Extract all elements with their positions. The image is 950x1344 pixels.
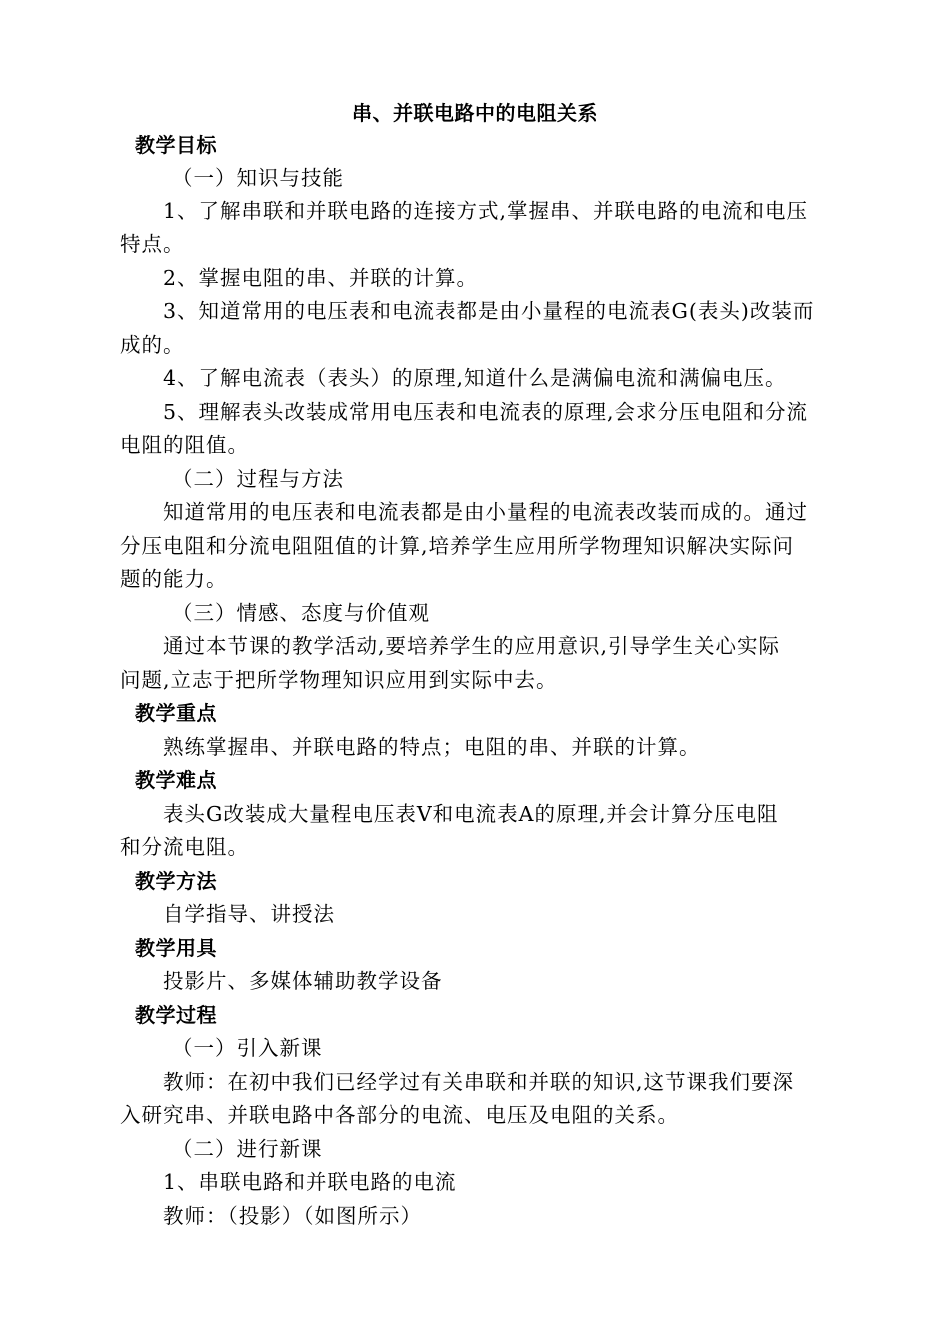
objective-item-4: 4、了解电流表（表头）的原理,知道什么是满偏电流和满偏电压。	[163, 366, 787, 390]
objective-item-2: 2、掌握电阻的串、并联的计算。	[163, 266, 479, 290]
heading-objectives: 教学目标	[135, 133, 217, 157]
intro-line-2: 入研究串、并联电路中各部分的电流、电压及电阻的关系。	[120, 1103, 679, 1127]
heading-key-points: 教学重点	[135, 701, 217, 725]
subheading-new-lesson: （二）进行新课	[172, 1137, 323, 1161]
objective-item-1-line-2: 特点。	[120, 232, 185, 256]
emotion-line-2: 问题,立志于把所学物理知识应用到实际中去。	[120, 668, 558, 692]
subheading-emotion: （三）情感、态度与价值观	[172, 601, 430, 625]
objective-item-3-line-2: 成的。	[120, 333, 185, 357]
emotion-line-1: 通过本节课的教学活动,要培养学生的应用意识,引导学生关心实际	[163, 634, 781, 658]
process-method-line-2: 分压电阻和分流电阻阻值的计算,培养学生应用所学物理知识解决实际问	[120, 534, 795, 558]
difficulties-line-1: 表头G改装成大量程电压表V和电流表A的原理,并会计算分压电阻	[163, 802, 779, 826]
section-1-title: 1、串联电路和并联电路的电流	[163, 1170, 457, 1194]
objective-item-5-line-1: 5、理解表头改装成常用电压表和电流表的原理,会求分压电阻和分流	[163, 400, 809, 424]
objective-item-5-line-2: 电阻的阻值。	[120, 433, 249, 457]
difficulties-line-2: 和分流电阻。	[120, 835, 249, 859]
subheading-intro: （一）引入新课	[172, 1036, 323, 1060]
process-method-line-1: 知道常用的电压表和电流表都是由小量程的电流表改装而成的。通过	[163, 500, 808, 524]
heading-difficulties: 教学难点	[135, 768, 217, 792]
tools-line-1: 投影片、多媒体辅助教学设备	[163, 969, 443, 993]
heading-process: 教学过程	[135, 1003, 217, 1027]
heading-methods: 教学方法	[135, 869, 217, 893]
teacher-line: 教师：（投影）（如图所示）	[163, 1204, 422, 1228]
objective-item-3-line-1: 3、知道常用的电压表和电流表都是由小量程的电流表G(表头)改装而	[163, 299, 815, 323]
objective-item-1-line-1: 1、了解串联和并联电路的连接方式,掌握串、并联电路的电流和电压	[163, 199, 809, 223]
subheading-knowledge: （一）知识与技能	[172, 166, 344, 190]
subheading-process-method: （二）过程与方法	[172, 467, 344, 491]
methods-line-1: 自学指导、讲授法	[163, 902, 335, 926]
heading-tools: 教学用具	[135, 936, 217, 960]
process-method-line-3: 题的能力。	[120, 567, 228, 591]
document-title: 串、并联电路中的电阻关系	[352, 101, 598, 125]
intro-line-1: 教师：在初中我们已经学过有关串联和并联的知识,这节课我们要深	[163, 1070, 795, 1094]
key-points-line-1: 熟练掌握串、并联电路的特点；电阻的串、并联的计算。	[163, 735, 701, 759]
